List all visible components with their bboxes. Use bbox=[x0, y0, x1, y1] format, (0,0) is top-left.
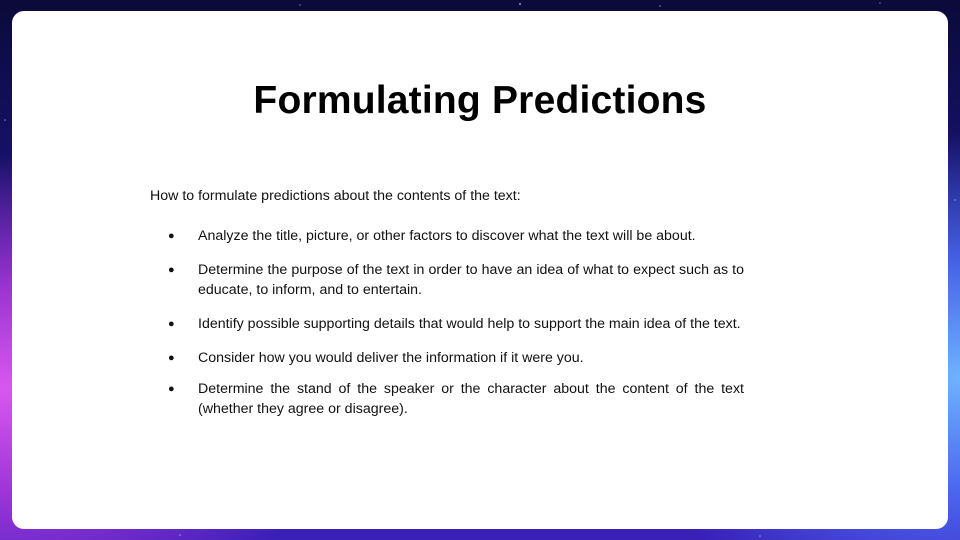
list-item bbox=[150, 379, 750, 419]
bullet-dot-icon: ● bbox=[168, 230, 175, 242]
bullet-dot-icon: ● bbox=[168, 264, 175, 276]
slide-card bbox=[12, 11, 948, 529]
list-item-text: Identify possible supporting details that would help to support the main idea of the text. bbox=[198, 316, 741, 332]
intro-text: How to formulate predictions about the contents of the text: bbox=[150, 188, 521, 204]
list-item-text: Analyze the title, picture, or other factors to discover what the text will be about. bbox=[198, 228, 696, 244]
list-item-text: Consider how you would deliver the information if it were you. bbox=[198, 350, 584, 366]
list-item bbox=[150, 260, 750, 300]
bullet-dot-icon: ● bbox=[168, 318, 175, 330]
bullet-dot-icon: ● bbox=[168, 352, 175, 364]
list-item bbox=[150, 226, 750, 246]
slide-body bbox=[150, 186, 750, 432]
list-item-text: Determine the stand of the speaker or the character about the content of the text (whether they agree or disagree). bbox=[198, 381, 744, 417]
list-item bbox=[150, 314, 750, 334]
bullet-list bbox=[150, 226, 750, 419]
slide-title: Formulating Predictions bbox=[253, 79, 707, 122]
bullet-dot-icon: ● bbox=[168, 383, 175, 395]
list-item bbox=[150, 348, 750, 368]
list-item-text: Determine the purpose of the text in order to have an idea of what to expect such as to educate, to inform, and to entertain. bbox=[198, 262, 744, 298]
